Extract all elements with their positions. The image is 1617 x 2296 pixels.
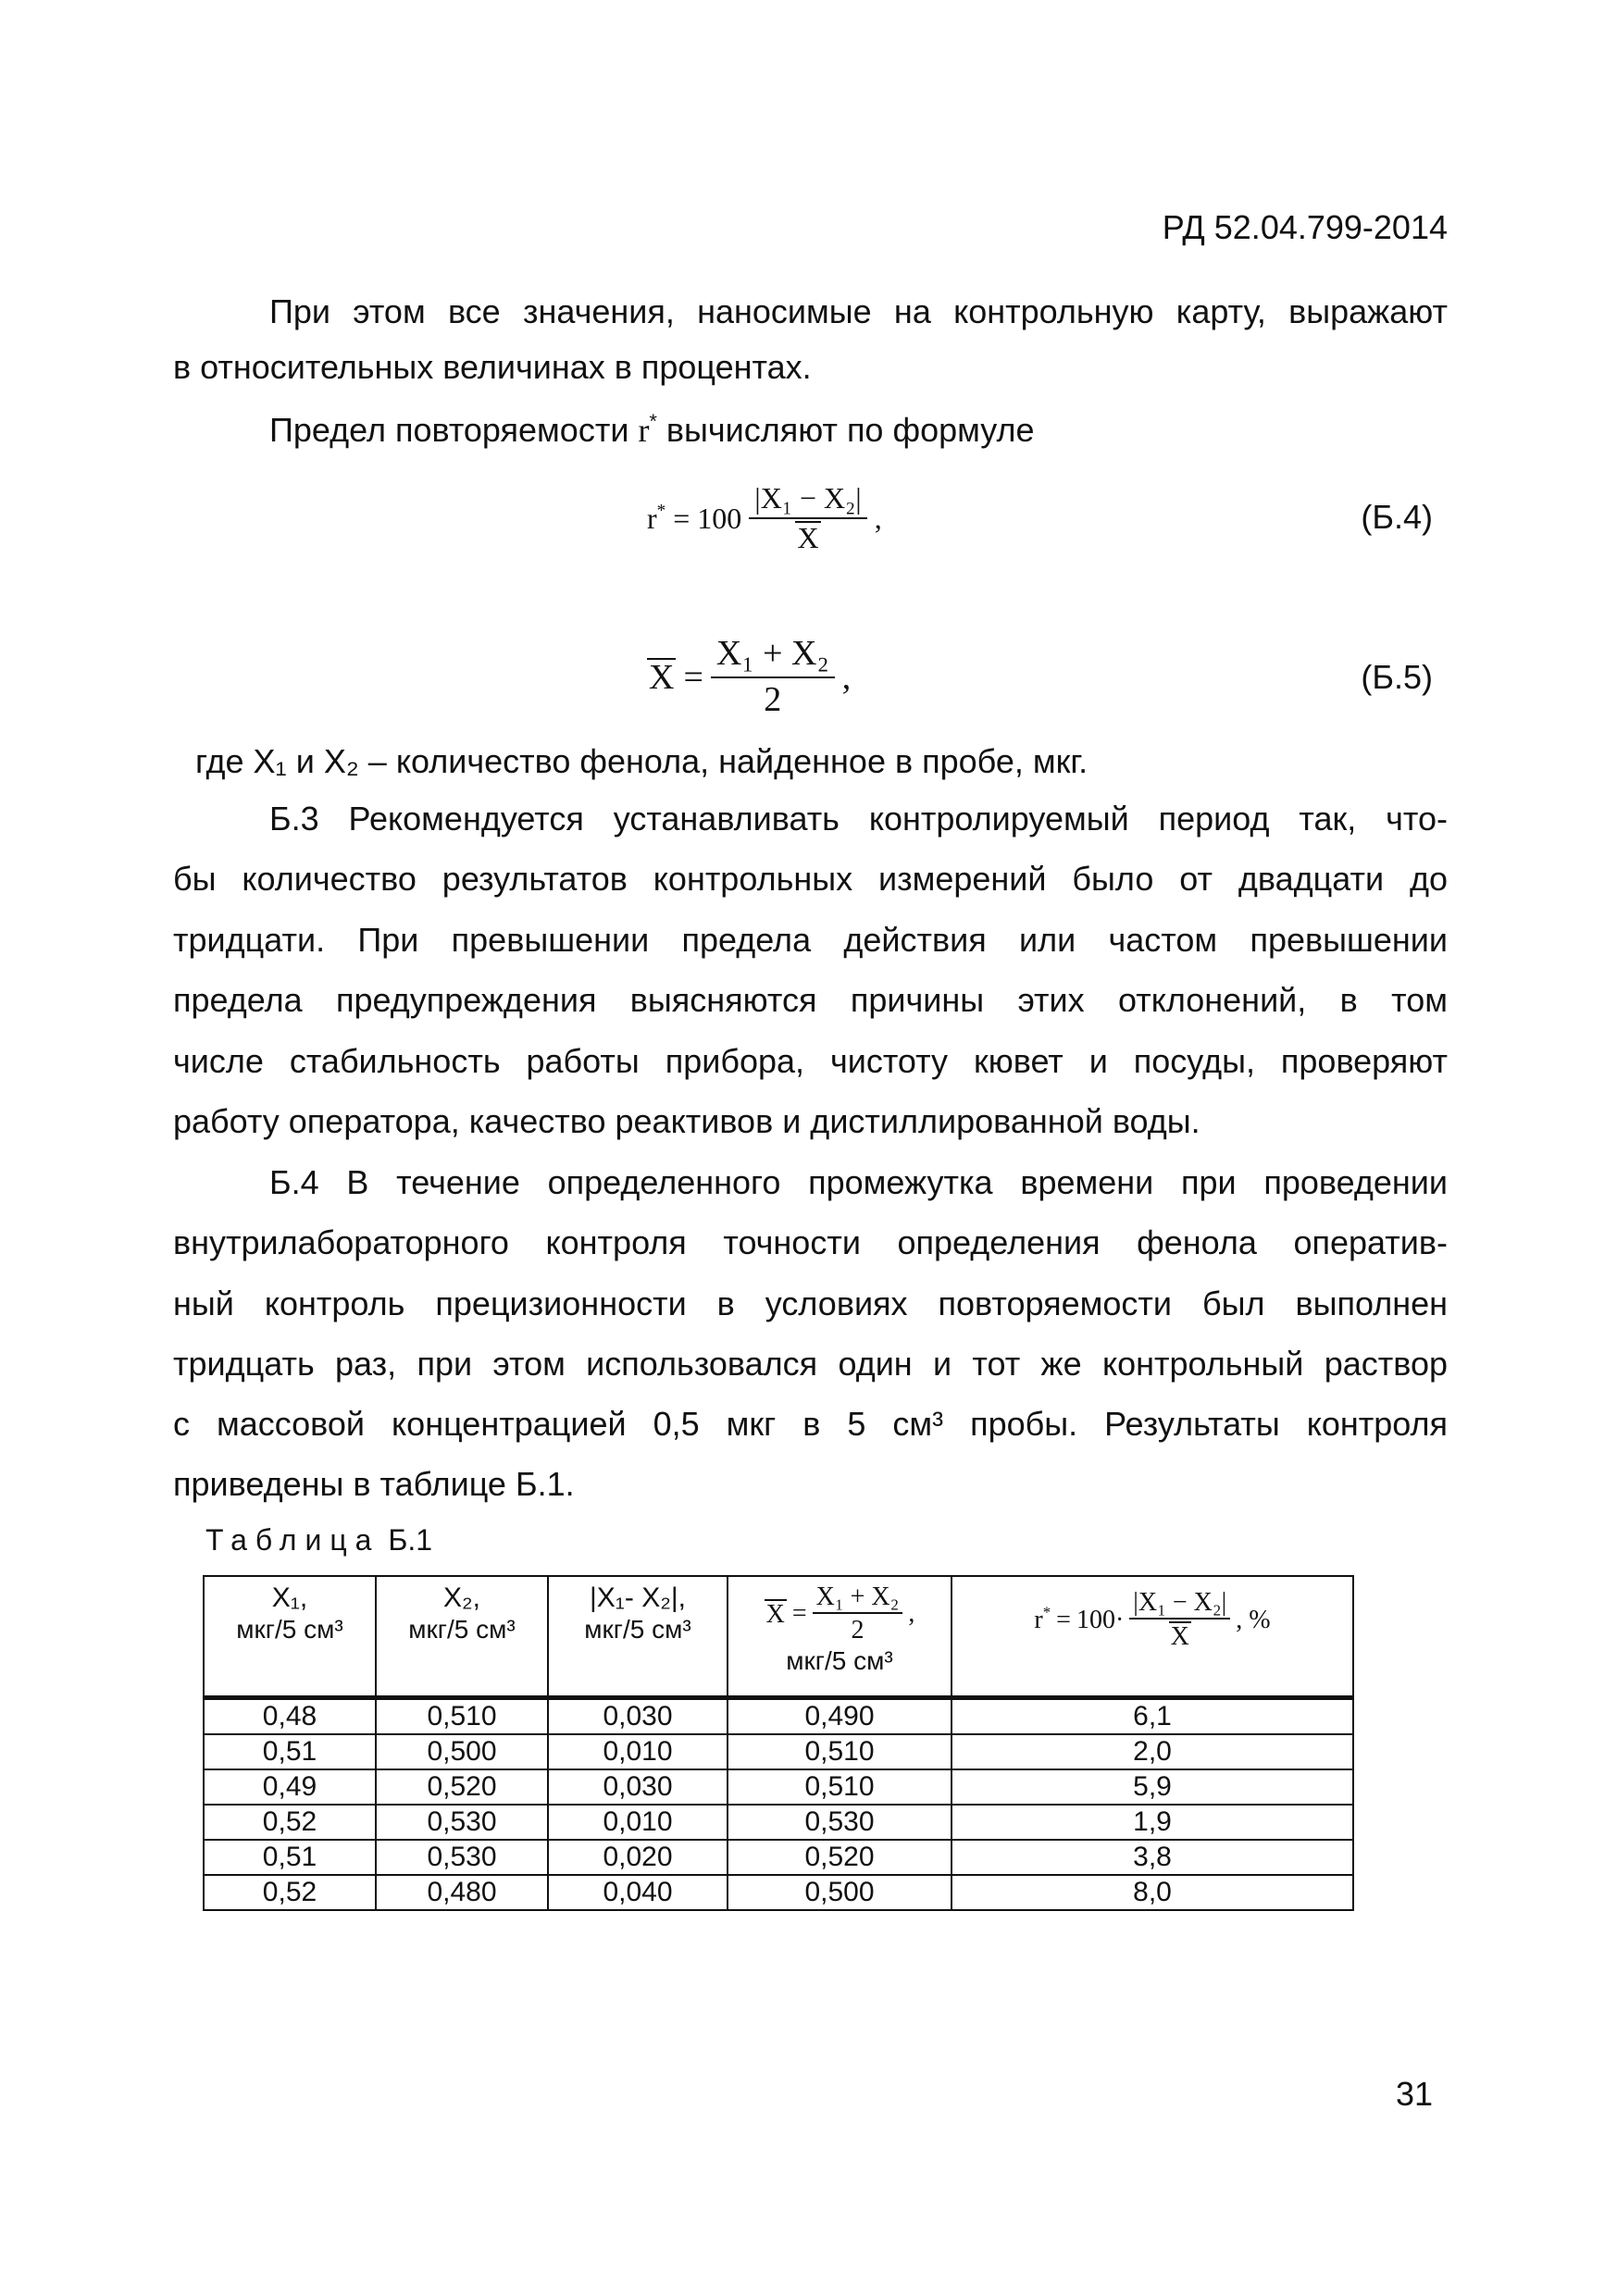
formula-b5-comma: , — [841, 658, 852, 697]
section-b4-line: с массовой концентрацией 0,5 мкг в 5 см³ пробы. Результаты контроля — [173, 1405, 1448, 1443]
results-table — [203, 1575, 1354, 1911]
column-header-repeatability-equals: = — [1056, 1605, 1071, 1634]
column-header-difference-units: мкг/5 см³ — [584, 1615, 691, 1644]
formula-b5 — [643, 629, 854, 726]
formula-b4-equals: = — [673, 501, 690, 535]
formula-b4-lhs: r — [647, 501, 657, 535]
column-header-mean-denominator: 2 — [851, 1616, 864, 1645]
column-header-repeatability-formula — [1031, 1588, 1273, 1652]
table-caption — [205, 1521, 432, 1558]
table-cell: 0,51 — [204, 1734, 376, 1769]
table-cell: 0,020 — [548, 1840, 728, 1875]
column-header-repeatability-numerator: |X₁ − X₂| — [1129, 1588, 1230, 1620]
paragraph-line: в относительных величинах в процентах. — [173, 348, 812, 386]
formula-b4-star: * — [656, 501, 666, 521]
table-cell: 0,530 — [376, 1840, 548, 1875]
table-cell: 0,500 — [376, 1734, 548, 1769]
table-caption-label: Таблица — [205, 1523, 380, 1557]
section-b3-line: Б.3 Рекомендуется устанавливать контролируемый период так, что- — [269, 800, 1448, 838]
table-cell: 3,8 — [952, 1840, 1353, 1875]
section-b3-line: работу оператора, качество реактивов и дистиллированной воды. — [173, 1102, 1200, 1140]
section-b3-line: бы количество результатов контрольных измерений было от двадцати до — [173, 860, 1448, 898]
column-header-repeatability-coefficient: 100· — [1076, 1605, 1125, 1634]
column-header-mean-fraction — [813, 1582, 903, 1645]
column-header-difference-name: |X₁- X₂|, — [589, 1582, 687, 1613]
column-header-mean-numerator: X₁ + X₂ — [813, 1582, 903, 1614]
table-cell: 8,0 — [952, 1875, 1353, 1910]
section-b4-line: приведены в таблице Б.1. — [173, 1465, 575, 1503]
table-cell: 0,52 — [204, 1805, 376, 1840]
table-cell: 0,030 — [548, 1769, 728, 1805]
table-cell: 0,49 — [204, 1769, 376, 1805]
table-caption-number: Б.1 — [388, 1523, 433, 1557]
document-code: РД 52.04.799-2014 — [1162, 208, 1448, 246]
formula-intro-text: Предел повторяемости — [269, 411, 629, 449]
variables-definition: где X₁ и X₂ – количество фенола, найденное в пробе, мкг. — [195, 742, 1088, 780]
column-header-mean — [728, 1576, 952, 1698]
table-cell: 0,530 — [376, 1805, 548, 1840]
table-cell: 0,52 — [204, 1875, 376, 1910]
formula-intro-line — [269, 410, 1448, 451]
table-cell: 0,010 — [548, 1734, 728, 1769]
table-cell: 1,9 — [952, 1805, 1353, 1840]
section-b3-line: тридцати. При превышении предела действия или частом превышении — [173, 921, 1448, 959]
table-row — [204, 1840, 1353, 1875]
table-cell: 0,040 — [548, 1875, 728, 1910]
table-row — [204, 1698, 1353, 1735]
repeatability-symbol: r — [638, 412, 650, 449]
table-cell: 0,520 — [728, 1840, 952, 1875]
table-row — [204, 1734, 1353, 1769]
table-cell: 0,490 — [728, 1698, 952, 1735]
table-cell: 0,48 — [204, 1698, 376, 1735]
table-cell: 0,510 — [728, 1769, 952, 1805]
section-b4-line: внутрилабораторного контроля точности определения фенола оператив- — [173, 1223, 1448, 1261]
column-header-x1 — [204, 1576, 376, 1698]
table-cell: 0,480 — [376, 1875, 548, 1910]
table-row — [204, 1805, 1353, 1840]
table-cell: 0,510 — [376, 1698, 548, 1735]
table-cell: 0,530 — [728, 1805, 952, 1840]
repeatability-star: * — [649, 410, 657, 432]
column-header-repeatability-tail: , % — [1236, 1605, 1271, 1634]
column-header-mean-comma: , — [908, 1599, 915, 1629]
table-row — [204, 1769, 1353, 1805]
formula-b5-equals: = — [683, 658, 703, 697]
table-cell: 2,0 — [952, 1734, 1353, 1769]
formula-b5-numerator: X₁ + X₂ — [711, 634, 835, 678]
table-row — [204, 1875, 1353, 1910]
table-cell: 0,030 — [548, 1698, 728, 1735]
paragraph-line: При этом все значения, наносимые на контрольную карту, выражают — [269, 292, 1448, 330]
column-header-repeatability-fraction — [1129, 1588, 1230, 1652]
formula-b5-label: (Б.5) — [1361, 658, 1433, 696]
table-cell: 0,520 — [376, 1769, 548, 1805]
column-header-repeatability-denominator: X — [1170, 1622, 1189, 1652]
table-cell: 6,1 — [952, 1698, 1353, 1735]
section-b4-line: тридцать раз, при этом использовался один и тот же контрольный раствор — [173, 1345, 1448, 1383]
section-b3-line: числе стабильность работы прибора, чистоту кювет и посуды, проверяют — [173, 1042, 1448, 1080]
formula-b4-denominator: X — [797, 521, 819, 554]
column-header-x2 — [376, 1576, 548, 1698]
section-b4-line: Б.4 В течение определенного промежутка времени при проведении — [269, 1163, 1448, 1201]
formula-b5-fraction — [711, 634, 835, 720]
column-header-x1-name: X₁, — [271, 1582, 308, 1613]
table-cell: 0,010 — [548, 1805, 728, 1840]
formula-b5-lhs: X — [649, 658, 675, 698]
column-header-repeatability-star: * — [1042, 1602, 1051, 1620]
column-header-mean-units: мкг/5 см³ — [786, 1646, 893, 1676]
column-header-mean-equals: = — [791, 1599, 807, 1629]
formula-b5-denominator: 2 — [764, 680, 782, 719]
table-cell: 5,9 — [952, 1769, 1353, 1805]
column-header-repeatability-lhs: r — [1034, 1605, 1043, 1634]
table-cell: 0,51 — [204, 1840, 376, 1875]
table-cell: 0,510 — [728, 1734, 952, 1769]
table-cell: 0,500 — [728, 1875, 952, 1910]
table-header-row — [204, 1576, 1353, 1698]
formula-b4-coefficient: 100 — [697, 501, 742, 535]
column-header-repeatability — [952, 1576, 1353, 1698]
column-header-mean-lhs: X — [765, 1600, 785, 1630]
column-header-x2-units: мкг/5 см³ — [408, 1615, 516, 1644]
page-number: 31 — [1395, 2075, 1433, 2113]
section-b4-line: ный контроль прецизионности в условиях повторяемости был выполнен — [173, 1285, 1448, 1322]
column-header-mean-formula — [762, 1582, 918, 1645]
column-header-x2-name: X₂, — [443, 1582, 480, 1613]
formula-b4-numerator: |X₁ − X₂| — [749, 481, 866, 519]
formula-b4 — [643, 467, 886, 569]
column-header-difference — [548, 1576, 728, 1698]
formula-intro-text-end: вычисляют по формуле — [665, 411, 1035, 449]
formula-b4-fraction — [749, 481, 866, 555]
section-b3-line: предела предупреждения выясняются причины этих отклонений, в том — [173, 981, 1448, 1019]
formula-b4-label: (Б.4) — [1361, 498, 1433, 536]
column-header-x1-units: мкг/5 см³ — [236, 1615, 343, 1644]
formula-b4-comma: , — [874, 501, 882, 535]
